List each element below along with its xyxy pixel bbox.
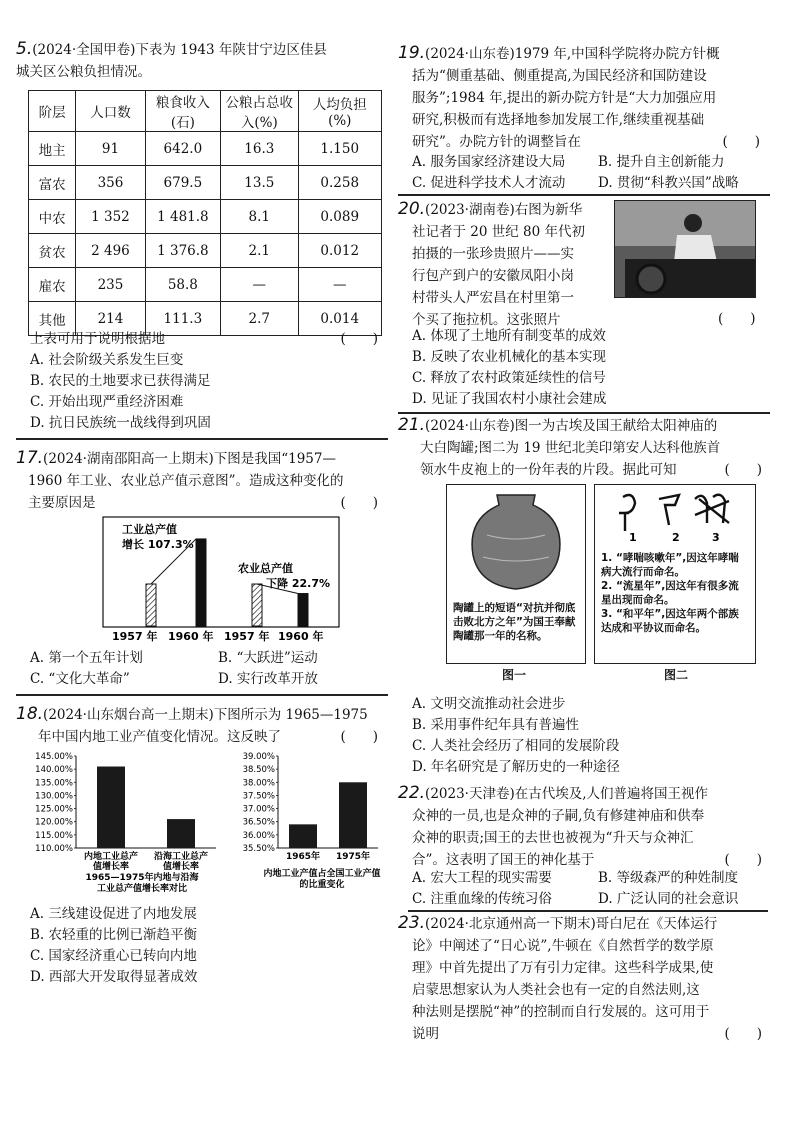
answer-paren: ( ) — [340, 495, 378, 511]
grain-burden-table — [28, 90, 382, 336]
question-22-options — [412, 868, 772, 910]
y-tick-label: 130.00% — [35, 791, 73, 802]
y-tick-label: 115.00% — [35, 830, 73, 841]
x-tick-label: 值增长率 — [162, 862, 200, 872]
option-c: C. 释放了农村政策延续性的信号 — [412, 370, 606, 386]
figure-1-label: 图一 — [502, 668, 527, 682]
y-tick-label: 110.00% — [35, 844, 73, 854]
x-tick-label: 沿海工业总产 — [153, 852, 209, 862]
option-d: D. 抗日民族统一战线得到巩固 — [30, 415, 211, 431]
figure-2-label: 图二 — [664, 668, 689, 682]
option-d: D. 西部大开发取得显著成效 — [30, 969, 198, 985]
bar — [196, 539, 206, 626]
option-c: C. 国家经济重心已转向内地 — [30, 948, 197, 964]
option-c: C. 注重血缘的传统习俗 — [412, 891, 552, 907]
x-tick-label: 1965年 — [285, 852, 321, 862]
option-b: B. “大跃进”运动 — [218, 650, 318, 666]
option-d: D. 实行改革开放 — [218, 671, 318, 687]
question-number: 17. — [16, 448, 44, 468]
question-number: 19. — [398, 43, 426, 63]
y-tick-label: 38.50% — [242, 765, 275, 776]
series-label: 工业总产值 — [122, 523, 177, 536]
y-tick-label: 37.00% — [242, 804, 275, 815]
question-5-options — [30, 350, 386, 434]
y-tick-label: 125.00% — [35, 804, 73, 815]
bar — [146, 584, 156, 626]
pictograph-illustration — [595, 485, 755, 547]
question-21-options — [412, 694, 772, 778]
question-22-stem: 22.(2023·天津卷)在古代埃及,人们普遍将国王视作 众神的一员,也是众神的子嗣,负有修建神庙和供奉 众神的职责;国王的去世也被视为“升天与众神汇 合”。这表明了国王的神化基于 ( ) — [398, 782, 770, 871]
answer-paren: ( ) — [724, 462, 762, 478]
y-tick-label: 35.50% — [242, 844, 275, 854]
option-a: A. 宏大工程的现实需要 — [412, 870, 552, 886]
answer-paren: ( ) — [724, 852, 762, 868]
question-18-stem: 18.(2024·山东烟台高一上期末)下图所示为 1965—1975 年中国内地工业产值变化情况。这反映了 ( ) — [16, 703, 386, 748]
option-a: A. 体现了土地所有制变革的成效 — [412, 328, 606, 344]
question-number: 21. — [398, 415, 426, 435]
divider — [398, 194, 770, 196]
bar — [298, 594, 308, 626]
option-d: D. 广泛认同的社会意识 — [598, 891, 739, 907]
x-tick-label: 内地工业总产 — [83, 852, 139, 862]
table-row: 贫农 2 496 1 376.8 2.1 0.012 — [29, 234, 382, 268]
y-tick-label: 36.50% — [242, 817, 275, 828]
figure-2-caption: 1. “哮喘咳嗽年”,因这年哮喘病大流行而命名。 2. “流星年”,因这年有很多流星出现而命名。 3. “和平年”,因这年两个部族达成和平协议而命名。 — [601, 552, 739, 634]
question-17-options — [30, 648, 386, 690]
question-20-options — [412, 326, 772, 410]
figure-2-robe — [594, 484, 756, 664]
option-d: D. 年名研究是了解历史的一种途径 — [412, 759, 620, 775]
answer-paren: ( ) — [722, 134, 760, 150]
option-c: C. 促进科学技术人才流动 — [412, 175, 566, 191]
table-row: 地主 91 642.0 16.3 1.150 — [29, 132, 382, 166]
y-tick-label: 120.00% — [35, 817, 73, 828]
jar-illustration — [447, 485, 585, 595]
question-23-stem: 23.(2024·北京通州高一下期末)哥白尼在《天体运行 论》中阐述了“日心说”,牛顿在《自然哲学的数学原 理》中首先提出了万有引力定律。这些科学成果,使 启蒙思想家认为人类社会也有一定的自然法则,这 种法则是摆脱“神”的控制而自行发展的。这可用于 说明 ( ) — [398, 912, 770, 1045]
table-row: 富农 356 679.5 13.5 0.258 — [29, 166, 382, 200]
question-17-stem: 17.(2024·湖南邵阳高一上期末)下图是我国“1957— 1960 年工业、农业总产值示意图”。造成这种变化的 主要原因是 ( ) — [16, 447, 386, 514]
option-b: B. 等级森严的种姓制度 — [598, 870, 739, 886]
chart-growth-rate — [32, 750, 222, 894]
option-b: B. 提升自主创新能力 — [598, 154, 725, 170]
option-b: B. 采用事件纪年具有普遍性 — [412, 717, 580, 733]
x-tick-label: 值增长率 — [92, 862, 130, 872]
svg-text:1: 1 — [629, 531, 637, 544]
question-20-stem: 20.(2023·湖南卷)右图为新华 社记者于 20 世纪 80 年代初 拍摄的一张珍贵照片——实 行包产到户的安徽凤阳小岗 村带头人严宏昌在村里第一 个买了拖拉机。这张照片 — [398, 199, 586, 328]
chart-share — [238, 750, 388, 890]
option-d: D. 贯彻“科教兴国”战略 — [598, 175, 739, 191]
option-c: C. 开始出现严重经济困难 — [30, 394, 184, 410]
option-c: C. 人类社会经历了相同的发展阶段 — [412, 738, 620, 754]
chart-title: 内地工业产值占全国工业产值 — [263, 869, 381, 879]
bar — [289, 824, 317, 848]
question-number: 20. — [398, 199, 426, 219]
table-row: 其他 214 111.3 2.7 0.014 — [29, 302, 382, 336]
divider — [16, 694, 388, 696]
question-21-stem: 21.(2024·山东卷)图一为古埃及国王献给太阳神庙的 大白陶罐;图二为 19 世纪北美印第安人达科他族首 领水牛皮袍上的一份年表的片段。据此可知 ( ) — [398, 414, 770, 481]
question-19-options — [412, 152, 772, 194]
chart-title: 1965—1975年内地与沿海 — [85, 873, 199, 883]
option-a: A. 文明交流推动社会进步 — [412, 696, 566, 712]
bar — [339, 782, 367, 848]
option-c: C. “文化大革命” — [30, 671, 130, 687]
option-a: A. 社会阶级关系发生巨变 — [30, 352, 184, 368]
y-tick-label: 38.00% — [242, 778, 275, 789]
option-a: A. 第一个五年计划 — [30, 650, 143, 666]
option-d: D. 见证了我国农村小康社会建成 — [412, 391, 607, 407]
chart-title: 的比重变化 — [299, 880, 345, 890]
x-tick-label: 1975年 — [335, 852, 371, 862]
figure-1-caption: 陶罐上的短语“对抗并彻底击败北方之年”为国王奉献陶罐那一年的名称。 — [453, 602, 576, 642]
answer-paren: ( ) — [340, 729, 378, 745]
series-label: 农业总产值 — [238, 562, 293, 575]
bar — [167, 819, 195, 848]
tick-label: 1957 年 — [224, 630, 270, 643]
tick-label: 1957 年 — [112, 630, 158, 643]
series-annotation: 下降 22.7% — [266, 577, 330, 590]
option-a: A. 服务国家经济建设大局 — [412, 154, 566, 170]
y-tick-label: 140.00% — [35, 765, 73, 776]
question-number: 5. — [16, 39, 33, 59]
y-tick-label: 36.00% — [242, 830, 275, 841]
bar — [252, 584, 262, 626]
answer-paren: ( ) — [340, 331, 378, 347]
option-b: B. 农民的土地要求已获得满足 — [30, 373, 211, 389]
y-tick-label: 39.00% — [242, 752, 275, 762]
series-annotation: 增长 107.3% — [122, 538, 194, 551]
question-number: 23. — [398, 913, 426, 933]
answer-paren: ( ) — [718, 311, 756, 327]
question-number: 18. — [16, 704, 44, 724]
question-5-prompt: 上表可用于说明根据地 ( ) — [30, 328, 386, 350]
photo-illustration — [615, 201, 755, 297]
tick-label: 1960 年 — [278, 630, 324, 643]
table-row: 雇农 235 58.8 — — — [29, 268, 382, 302]
tick-label: 1960 年 — [168, 630, 214, 643]
question-number: 22. — [398, 783, 426, 803]
y-tick-label: 37.50% — [242, 791, 275, 802]
table-header-row: 阶层 人口数 粮食收入(石) 公粮占总收入(%) 人均负担(%) — [29, 91, 382, 132]
question-19-stem: 19.(2024·山东卷)1979 年,中国科学院将办院方针概 括为“侧重基础、侧重提高,为国民经济和国防建设 服务”;1984 年,提出的新办院方针是“大力加强应用 研究,积极而有选择地参加发展工作,继续重视基础 研究”。办院方针的调整旨在 ( ) — [398, 42, 768, 153]
question-5-stem: 5.(2024·全国甲卷)下表为 1943 年陕甘宁边区佳县 城关区公粮负担情况。 — [16, 39, 327, 80]
option-b: B. 反映了农业机械化的基本实现 — [412, 349, 607, 365]
figure-1-jar — [446, 484, 586, 664]
question-18-options — [30, 904, 386, 988]
table-row: 中农 1 352 1 481.8 8.1 0.089 — [29, 200, 382, 234]
svg-text:2: 2 — [672, 531, 680, 544]
svg-text:3: 3 — [712, 531, 720, 544]
tractor-photo — [614, 200, 756, 298]
chart-industry-agriculture — [102, 516, 342, 646]
bar — [97, 767, 125, 848]
y-tick-label: 145.00% — [35, 752, 73, 762]
answer-paren: ( ) — [724, 1026, 762, 1042]
y-tick-label: 135.00% — [35, 778, 73, 789]
option-a: A. 三线建设促进了内地发展 — [30, 906, 197, 922]
option-b: B. 农轻重的比例已渐趋平衡 — [30, 927, 198, 943]
divider — [16, 438, 388, 440]
chart-title: 工业总产值增长率对比 — [96, 884, 188, 894]
